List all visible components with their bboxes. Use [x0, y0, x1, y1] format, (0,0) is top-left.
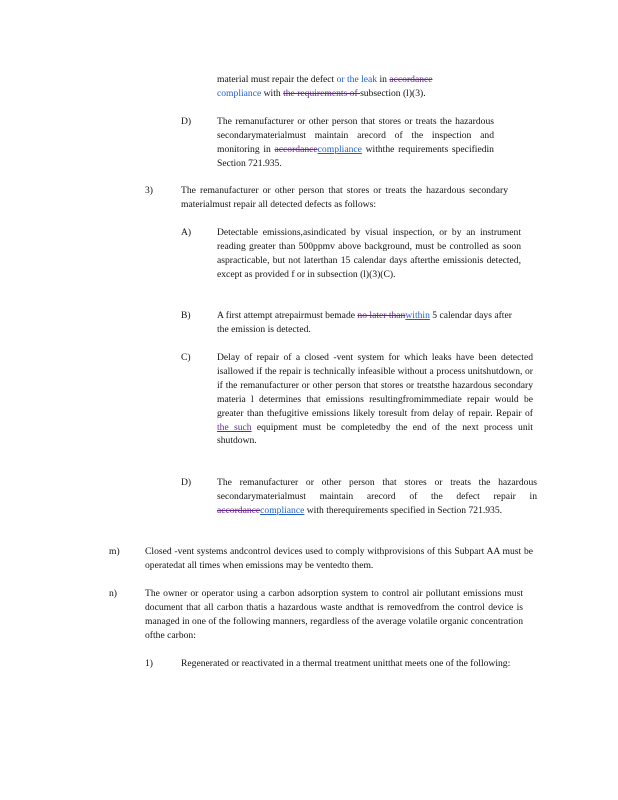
deleted-text: accordance [274, 143, 318, 155]
deleted-text: no later than [357, 310, 406, 321]
item-label-3: 3) [145, 185, 153, 196]
item-label-c: C) [181, 352, 191, 363]
inserted-text: compliance [317, 143, 362, 155]
line-1: material must repair the defect or the leak in accordance [217, 74, 433, 85]
inserted-text: within [405, 310, 430, 321]
paragraph-continuation [217, 73, 517, 101]
paragraph-b-first-attempt: A first attempt atrepairmust bemade no later thanwithin 5 calendar days after the emission is detected. [217, 310, 512, 335]
inserted-text: or the leak [336, 74, 378, 85]
item-label-d: D) [181, 116, 192, 127]
inserted-text: compliance [260, 504, 305, 516]
paragraph-3-repair-defects: The remanufacturer or other person that stores or treats the hazardous secondary materialmust repair all detected defects as follows: [181, 185, 508, 210]
item-label-a: A) [181, 227, 192, 238]
paragraph-n-carbon-adsorption: The owner or operator using a carbon adsorption system to control air pollutant emissions must document that all carbon thatis a hazardous waste andthat is removedfrom the control device is managed in one of the following manners, regardless of the average volatile organic concentration ofthe carbon: [145, 588, 523, 641]
paragraph-a-detectable-emissions: Detectable emissions,asindicated by visual inspection, or by an instrument reading greater than 500ppmv above background, must be controlled as soon aspracticable, but not laterthan 15 calendar days afterthe emissionis detected, except as provided f or in subsection (l)(3)(C). [217, 227, 521, 280]
deleted-text: accordance [389, 74, 433, 85]
paragraph-d-record-repair: The remanufacturer or other person that stores or treats the hazardous secondarymaterialmust maintain arecord of the defect repair in accordancecompliance with therequirements specified in Section 721.935. [217, 477, 537, 516]
paragraph-c-delay-of-repair: Delay of repair of a closed -vent system for which leaks have been detected isallowed if the repair is technically infeasible without a process unitshutdown, or if the remanufacturer or other person that stores or treatsthe hazardous secondary materia l determines that emissions resultingfromimmediate repair would be greater than thefugitive emissions likely toresult from delay of repair. Repair of the such equipment must be completedby the end of the next process unit shutdown. [217, 352, 533, 447]
deleted-text: accordance [217, 504, 261, 516]
paragraph-d-record-inspection: The remanufacturer or other person that stores or treats the hazardous secondarymaterialmust maintain arecord of the inspection and monitoring in accordancecompliance withthe requirements specifiedin Section 721.935. [217, 116, 494, 169]
item-label-n: n) [109, 588, 117, 599]
item-label-m: m) [109, 546, 120, 557]
item-label-1: 1) [145, 658, 153, 669]
paragraph-1-regenerated: Regenerated or reactivated in a thermal treatment unitthat meets one of the following: [181, 658, 511, 669]
item-label-d: D) [181, 477, 192, 488]
paragraph-m-closed-vent: Closed -vent systems andcontrol devices used to comply withprovisions of this Subpart AA must be operatedat all times when emissions may be ventedto them. [145, 546, 533, 571]
inserted-text: the such [217, 421, 252, 433]
deleted-text: the requirements of [283, 87, 361, 99]
inserted-text: compliance [217, 87, 262, 99]
line-2: compliance with the requirements of subsection (l)(3). [217, 87, 426, 99]
item-label-b: B) [181, 310, 191, 321]
